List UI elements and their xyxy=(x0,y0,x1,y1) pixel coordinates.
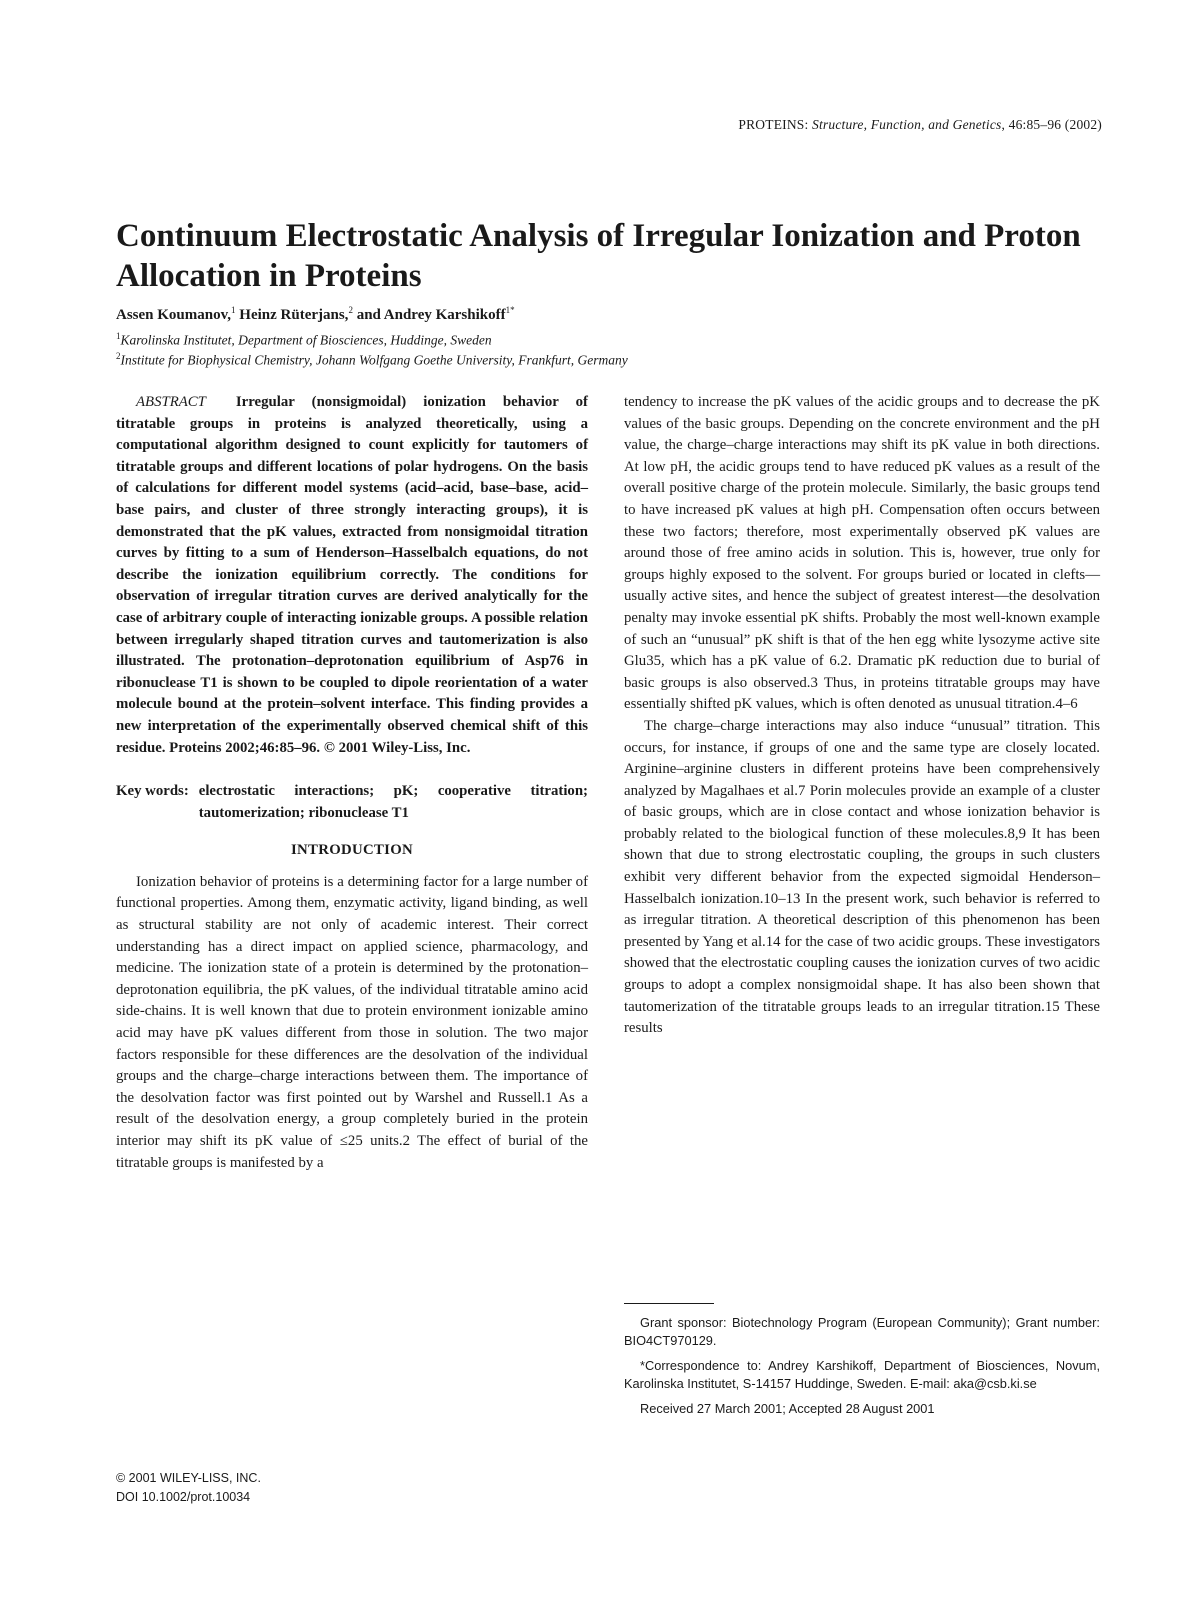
affiliation-text: Karolinska Institutet, Department of Biosciences, Huddinge, Sweden xyxy=(120,332,492,348)
copyright-block xyxy=(116,1469,261,1507)
journal-name: PROTEINS: xyxy=(738,117,809,132)
citation: 46:85–96 (2002) xyxy=(1008,117,1102,132)
affiliation-mark: 2 xyxy=(116,351,121,361)
author-list xyxy=(116,305,515,324)
keywords-label: Key words: xyxy=(116,783,189,800)
intro-paragraph: The charge–charge interactions may also induce “unusual” titration. This occurs, for instance, if groups of one and the same type are closely located. Arginine–arginine clusters in different proteins have been comprehensively analyzed by Magalhaes et al.7 Porin molecules provide an example of a cluster of basic groups, which are in close contact and whose ionization behavior is probably related to the biological function of these molecules.8,9 It has been shown that due to strong electrostatic coupling, the groups in such clusters exhibit very different behavior from the expected sigmoidal Henderson–Hasselbalch ionization.10–13 In the present work, such behavior is referred to as irregular titration. A theoretical description of this phenomenon has been presented by Yang et al.14 for the case of two acidic groups. These investigators showed that the electrostatic coupling causes the ionization curves of two acidic groups to adopt a complex nonsigmoidal shape. It has also been shown that tautomerization of the titratable groups leads to an irregular titration.15 These results xyxy=(624,717,1100,1037)
author-name: Assen Koumanov, xyxy=(116,307,232,323)
abstract-label: ABSTRACT xyxy=(136,394,206,410)
doi-line: DOI 10.1002/prot.10034 xyxy=(116,1490,251,1504)
correspondence-footnote: *Correspondence to: Andrey Karshikoff, Department of Biosciences, Novum, Karolinska Institutet, S-14157 Huddinge, Sweden. E-mail: aka@csb.ki.se xyxy=(624,1358,1100,1391)
affiliation-text: Institute for Biophysical Chemistry, Johann Wolfgang Goethe University, Frankfurt, Germany xyxy=(120,352,628,368)
author-affil-mark: 2 xyxy=(348,305,353,315)
author-affil-mark: 1* xyxy=(505,305,515,315)
left-column xyxy=(116,392,588,1174)
intro-paragraph-continued: tendency to increase the pK values of the acidic groups and to decrease the pK values of the basic groups. Depending on the concrete environment and the pH value, the charge–charge interactions may shift its pK value in both directions. At low pH, the acidic groups tend to have reduced pK values as a result of the overall positive charge of the protein molecule. Similarly, the basic groups tend to have increased pK values at high pH. Compensation often occurs between these two factors; therefore, most experimentally observed pK values are around those of free amino acids in solution. This is, however, true only for groups highly exposed to the solvent. For groups buried or located in clefts—usually active sites, and hence the subject of greatest interest—the desolvation penalty may invoke essential pK shifts. Probably the most well-known example of such an “unusual” pK shift is that of the hen egg white lysozyme active site Glu35, which has a pK value of 6.2. Dramatic pK reduction due to burial of basic groups is also observed.3 Thus, in proteins titratable groups may have essentially shifted pK values, which is often denoted as unusual titration.4–6 xyxy=(624,394,1100,713)
right-column xyxy=(624,392,1100,1040)
affiliation xyxy=(116,351,628,369)
journal-subtitle: Structure, Function, and Genetics xyxy=(812,117,1002,132)
copyright-line: © 2001 WILEY-LISS, INC. xyxy=(116,1471,261,1485)
received-dates: Received 27 March 2001; Accepted 28 August 2001 xyxy=(640,1401,935,1416)
intro-paragraph: Ionization behavior of proteins is a determining factor for a large number of functional properties. Among them, enzymatic activity, ligand binding, as well as structural stability are not only of academic interest. Their correct understanding has a direct impact on applied science, pharmacology, and medicine. The ionization state of a protein is determined by the protonation–deprotonation equilibria, the pK values, of the individual titratable amino acid side-chains. It is well known that due to protein environment ionizable amino acid may have pK values different from those in solution. The two major factors responsible for these differences are the desolvation of the individual groups and the charge–charge interactions between them. The importance of the desolvation factor was first pointed out by Warshel and Russell.1 As a result of the desolvation energy, a group completely buried in the protein interior may shift its pK value of ≤25 units.2 The effect of burial of the titratable groups is manifested by a xyxy=(116,873,588,1171)
author-name: and Andrey Karshikoff xyxy=(356,307,506,323)
journal-header: PROTEINS: Structure, Function, and Genetics, 46:85–96 (2002) xyxy=(738,117,1102,132)
affiliation xyxy=(116,331,492,349)
grant-footnote: Grant sponsor: Biotechnology Program (European Community); Grant number: BIO4CT970129. xyxy=(624,1315,1100,1348)
abstract xyxy=(116,392,588,759)
affiliation-mark: 1 xyxy=(116,331,121,341)
keywords xyxy=(116,781,588,824)
section-heading-introduction: INTRODUCTION xyxy=(291,842,413,859)
author-affil-mark: 1 xyxy=(231,305,236,315)
author-name: Heinz Rüterjans, xyxy=(239,307,349,323)
abstract-copyright: © 2001 Wiley-Liss, Inc. xyxy=(323,739,471,756)
keywords-text: electrostatic interactions; pK; cooperative titration; tautomerization; ribonuclease T1 xyxy=(198,783,588,821)
footnotes xyxy=(624,1314,1100,1426)
footnote-divider xyxy=(624,1303,714,1304)
abstract-text: Irregular (nonsigmoidal) ionization behavior of titratable groups in proteins is analyzed theoretically, using a computational algorithm designed to count explicitly for tautomers of titratable groups and different locations of polar hydrogens. On the basis of calculations for different model systems (acid–acid, base–base, acid–base pairs, and cluster of three strongly interacting groups), it is demonstrated that the pK values, extracted from nonsigmoidal titration curves by fitting to a sum of Henderson–Hasselbalch equations, do not describe the ionization equilibrium correctly. The conditions for observation of irregular titration curves are derived analytically for the case of arbitrary couple of interacting ionizable groups. A possible relation between irregularly shaped titration curves and tautomerization is also illustrated. The protonation–deprotonation equilibrium of Asp76 in ribonuclease T1 is shown to be coupled to dipole reorientation of a water molecule bound at the protein–solvent interface. This finding provides a new interpretation of the experimentally observed chemical shift of this residue. Proteins 2002;46:85–96. xyxy=(116,394,588,756)
paper-title: Continuum Electrostatic Analysis of Irregular Ionization and Proton Allocation in Proteins xyxy=(116,218,1081,294)
